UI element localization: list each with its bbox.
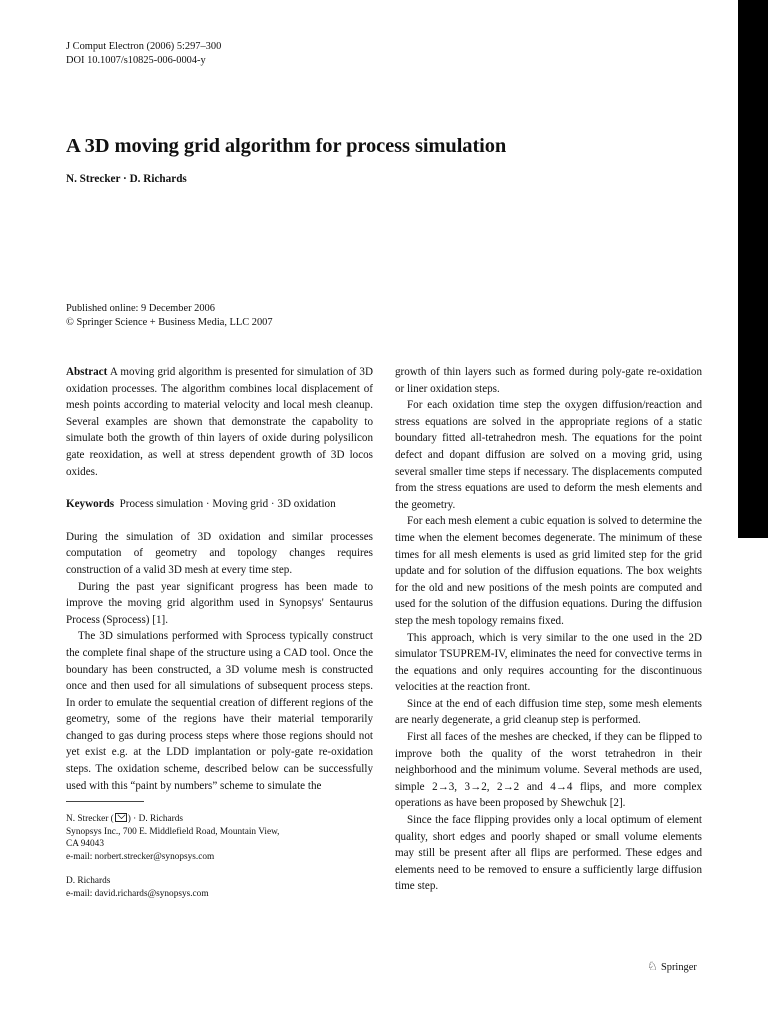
affiliation-author2: D. Richards xyxy=(66,876,111,887)
email-richards[interactable]: e-mail: david.richards@synopsys.com xyxy=(66,888,209,899)
abstract xyxy=(66,364,373,480)
right-column xyxy=(395,364,702,895)
body-paragraph: During the simulation of 3D oxidation and similar processes computation of geometry and topology changes requires construction of a valid 3D mesh at every time step. xyxy=(66,530,373,576)
keywords-label: Keywords xyxy=(66,498,115,511)
left-column xyxy=(66,364,373,794)
body-paragraph: Since the face flipping provides only a local optimum of element quality, short edges and poorly shaped or small volume elements may still be present after all flips are performed. These edges and elements need to be removed to ensure a sufficiently large diffusion time step. xyxy=(395,814,702,893)
affiliation-authors: N. Strecker ( ) · D. Richards xyxy=(66,814,184,824)
body-paragraph: First all faces of the meshes are checked, if they can be flipped to improve both the quality of the worst tetrahedron in their neighborhood and the minimum volume. Several methods are used, simple 2→3, 3→2, 2→2 and 4→4 flips, and more complex operations as have been proposed by Shewchuk [2]. xyxy=(395,731,702,810)
author-list: N. Strecker · D. Richards xyxy=(66,173,187,185)
affiliation-zip: CA 94043 xyxy=(66,839,104,850)
body-paragraph: The 3D simulations performed with Sprocess typically construct the complete final shape of the structure using a CAD tool. Once the boundary has been constructed, a 3D volume mesh is constructed once and then used for all simulations of subsequent process steps. In order to emulate the sequential creation of different regions of the geometry, some of the regions have their material temporarily changed to gas during process steps where those regions should not yet exist e.g. at the LDD implantation or poly-gate re-oxidation steps. The oxidation scheme, described below can be successfully used with this “paint by numbers” scheme to simulate the xyxy=(66,630,373,792)
journal-line: J Comput Electron (2006) 5:297–300 xyxy=(66,41,222,52)
body-paragraph: For each mesh element a cubic equation is solved to determine the time when the element becomes degenerate. The minimum of these times for all mesh elements is used as grid limited step for the grid update and for solution of the diffusion equations. The box weights for the old and new positions of the mesh points are computed and used for the solution of the diffusion equations. During the diffusion step the mesh topology remains fixed. xyxy=(395,515,702,627)
body-paragraph: growth of thin layers such as formed during poly-gate re-oxidation or liner oxidation steps. xyxy=(395,366,702,395)
springer-horse-icon: ♘ xyxy=(647,959,658,973)
body-paragraph: For each oxidation time step the oxygen diffusion/reaction and stress equations are solved in the appropriate regions of a static boundary fitted all-tetrahedron mesh. The equations for the point defect and dopant diffusion are solved on a moving grid, using several smaller time steps if necessary. The displacements computed from the stress equations are used to deform the mesh elements and the geometry. xyxy=(395,399,702,511)
published-date: Published online: 9 December 2006 xyxy=(66,303,215,314)
body-paragraph: Since at the end of each diffusion time step, some mesh elements are nearly degenerate, a grid cleanup step is performed. xyxy=(395,697,702,727)
abstract-text: A moving grid algorithm is presented for simulation of 3D oxidation processes. The algorithm combines local displacement of mesh points according to material velocity and local mesh cleanup. Several examples are shown that demonstrate the capabolity to simulate both the growth of thin layers of oxide during polysilicon gate reoxidation, as well at stress dependent growth of 3D locos oxides. xyxy=(66,366,373,478)
publisher-name: Springer xyxy=(661,962,697,973)
affiliations xyxy=(66,813,280,901)
publication-info xyxy=(66,302,273,330)
thumb-index-tab xyxy=(738,0,768,538)
email-strecker[interactable]: e-mail: norbert.strecker@synopsys.com xyxy=(66,851,215,862)
keywords-text: Process simulation · Moving grid · 3D oxidation xyxy=(119,498,336,511)
paper-title: A 3D moving grid algorithm for process simulation xyxy=(66,135,507,157)
copyright-line: © Springer Science + Business Media, LLC 2007 xyxy=(66,317,273,328)
body-paragraph: During the past year significant progress has been made to improve the moving grid algorithm used in Synopsys' Sentaurus Process (Sprocess) [1]. xyxy=(66,580,373,626)
publisher-logo xyxy=(647,960,697,973)
abstract-label: Abstract xyxy=(66,366,108,378)
footnote-divider xyxy=(66,801,144,802)
affiliation-address: Synopsys Inc., 700 E. Middlefield Road, Mountain View, xyxy=(66,826,280,837)
journal-citation xyxy=(66,40,221,68)
doi-line[interactable]: DOI 10.1007/s10825-006-0004-y xyxy=(66,55,206,66)
envelope-icon xyxy=(115,813,127,822)
body-paragraph: This approach, which is very similar to the one used in the 2D simulator TSUPREM-IV, eliminates the need for convective terms in the equations and only requires accounting for the discontinuous velocities at the reaction front. xyxy=(395,631,702,694)
keywords xyxy=(66,496,373,513)
